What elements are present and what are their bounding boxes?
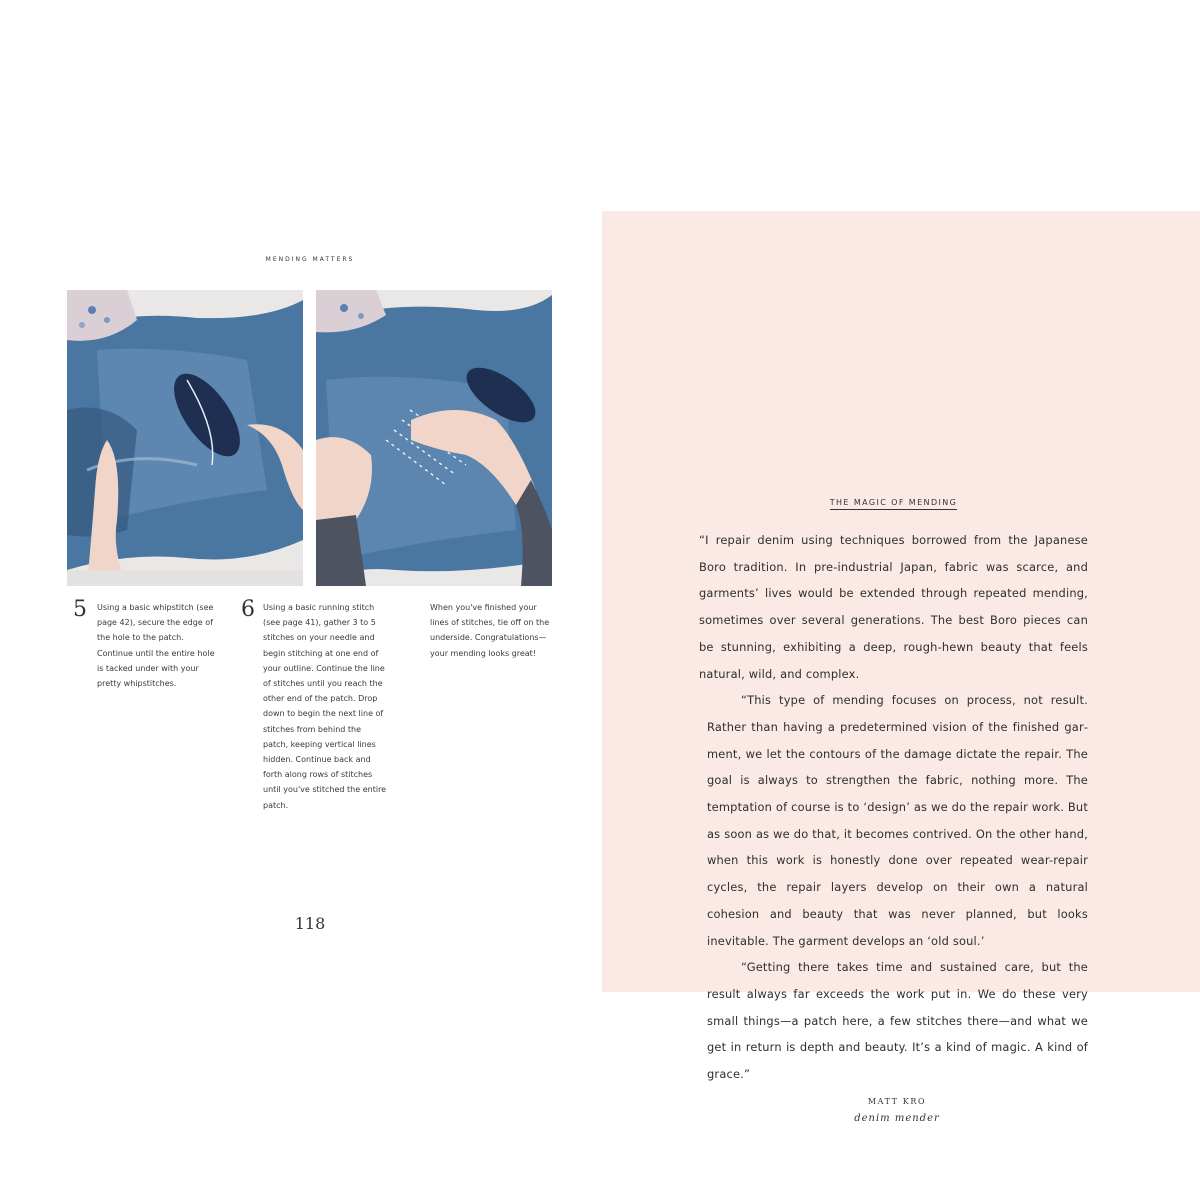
- attribution: [602, 1095, 1192, 1129]
- quote-body: [699, 527, 1088, 1088]
- quote-paragraph: “This type of mending focuses on process, not result. Rather than having a predetermined vision of the finished garment, we let the contours of the damage dictate the repair. The goal is always to strengthen the fabric, nothing more. The temptation of course is to ‘design’ as we do the repair work. But as soon as we do that, it becomes contrived. On the other hand, when this work is honestly done over repeated wear-repair cycles, the repair layers develop on their own a natural cohesion and beauty that was never planned, but looks inevitable. The garment develops an ‘old soul.’: [707, 693, 1088, 948]
- section-title: [602, 498, 1185, 507]
- right-page: [602, 211, 1200, 1124]
- denim-whipstitch-photo: [67, 290, 303, 586]
- attribution-role: denim mender: [854, 1113, 940, 1124]
- step-number: 5: [73, 597, 87, 622]
- quote-paragraph: “I repair denim using techniques borrowed from the Japanese Boro tradition. In pre-industrial Japan, fabric was scarce, and garments’ lives would be extended through repeated mending, sometimes over several generations. The best Boro pieces can be stunning, exhibiting a deep, rough-hewn beauty that feels natural, wild, and complex.: [699, 533, 1088, 681]
- running-head: MENDING MATTERS: [265, 256, 355, 263]
- step-number: 6: [241, 597, 255, 622]
- step-text: When you've finished your lines of stitches, tie off on the underside. Congratulations—your mending looks great!: [430, 603, 550, 658]
- step-text: Using a basic running stitch (see page 41), gather 3 to 5 stitches on your needle and begin stitching at one end of your outline. Continue the line of stitches until you reach the other end of the patch. Drop down to begin the next line of stitches from behind the patch, keeping vertical lines hidden. Continue back and forth along rows of stitches until you've stitched the entire patch.: [263, 603, 387, 810]
- photo-illustration-1: [67, 290, 303, 586]
- section-title-text: THE MAGIC OF MENDING: [830, 498, 958, 510]
- photo-illustration-2: [316, 290, 552, 586]
- denim-running-stitch-photo: [316, 290, 552, 586]
- quote-paragraph: “Getting there takes time and sustained care, but the result always far exceeds the work put in. We do these very small things—a patch here, a few stitches there—and what we get in return is depth and beauty. It’s a kind of magic. A kind of grace.”: [707, 960, 1088, 1082]
- page-number: 118: [294, 914, 326, 933]
- step-text: Using a basic whipstitch (see page 42), secure the edge of the hole to the patch. Continue until the entire hole is tacked under with your pretty whipstitches.: [97, 603, 215, 689]
- attribution-name: MATT KRO: [867, 1097, 927, 1106]
